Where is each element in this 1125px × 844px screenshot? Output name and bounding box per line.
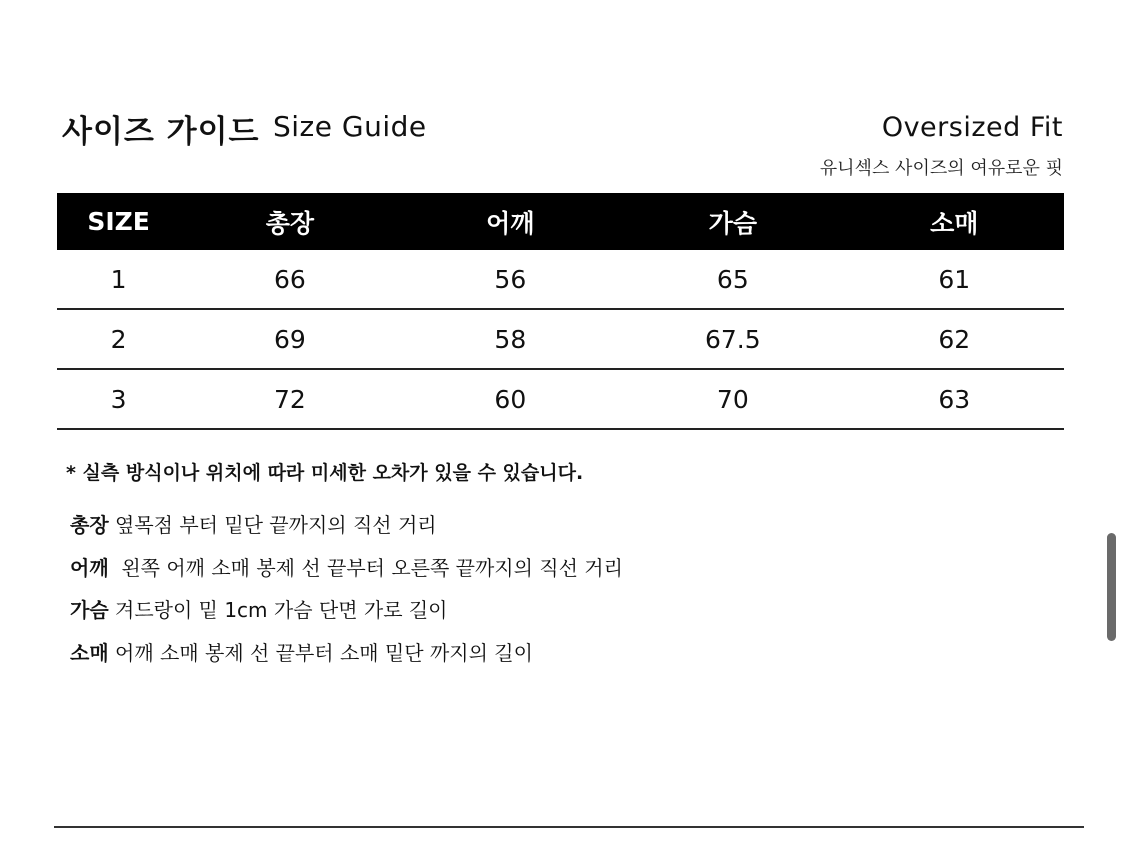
definition-text: 옆목점 부터 밑단 끝까지의 직선 거리: [108, 513, 437, 537]
cell-chest: 65: [621, 250, 845, 309]
cell-sleeve: 62: [845, 309, 1064, 369]
definition-length: [70, 509, 437, 538]
header-chest: 가슴: [621, 193, 845, 250]
header-shoulder: 어깨: [400, 193, 621, 250]
cell-size: 1: [57, 250, 180, 309]
cell-length: 66: [180, 250, 399, 309]
definition-term: 소매: [70, 641, 109, 665]
cell-chest: 67.5: [621, 309, 845, 369]
fit-subtitle: 유니섹스 사이즈의 여유로운 핏: [819, 158, 1063, 179]
definition-term: 가슴: [70, 598, 109, 622]
title-english: Size Guide: [273, 110, 427, 143]
table-row: [57, 309, 1064, 369]
definition-text: 겨드랑이 밑 1cm 가슴 단면 가로 길이: [108, 598, 448, 622]
cell-sleeve: 61: [845, 250, 1064, 309]
cell-sleeve: 63: [845, 369, 1064, 429]
definition-chest: [70, 594, 448, 623]
table-row: [57, 250, 1064, 309]
cell-shoulder: 58: [400, 309, 621, 369]
definition-term: 총장: [70, 513, 109, 537]
cell-length: 69: [180, 309, 399, 369]
definition-text: 왼쪽 어깨 소매 봉제 선 끝부터 오른쪽 끝까지의 직선 거리: [108, 556, 623, 580]
header-length: 총장: [180, 193, 399, 250]
cell-shoulder: 56: [400, 250, 621, 309]
table-row: [57, 369, 1064, 429]
cell-size: 2: [57, 309, 180, 369]
definition-term: 어깨: [70, 556, 109, 580]
title-korean: 사이즈 가이드: [62, 114, 260, 150]
definition-shoulder: [70, 552, 623, 581]
measurement-disclaimer: * 실측 방식이나 위치에 따라 미세한 오차가 있을 수 있습니다.: [66, 462, 584, 484]
cell-shoulder: 60: [400, 369, 621, 429]
cell-chest: 70: [621, 369, 845, 429]
scrollbar-thumb[interactable]: [1107, 533, 1116, 641]
header-size: SIZE: [57, 193, 180, 250]
size-table: [57, 193, 1064, 430]
bottom-divider: [54, 826, 1084, 828]
header-sleeve: 소매: [845, 193, 1064, 250]
table-header-row: [57, 193, 1064, 250]
definition-sleeve: [70, 637, 533, 666]
fit-title: Oversized Fit: [881, 112, 1063, 143]
cell-size: 3: [57, 369, 180, 429]
cell-length: 72: [180, 369, 399, 429]
definition-text: 어깨 소매 봉제 선 끝부터 소매 밑단 까지의 길이: [108, 641, 533, 665]
